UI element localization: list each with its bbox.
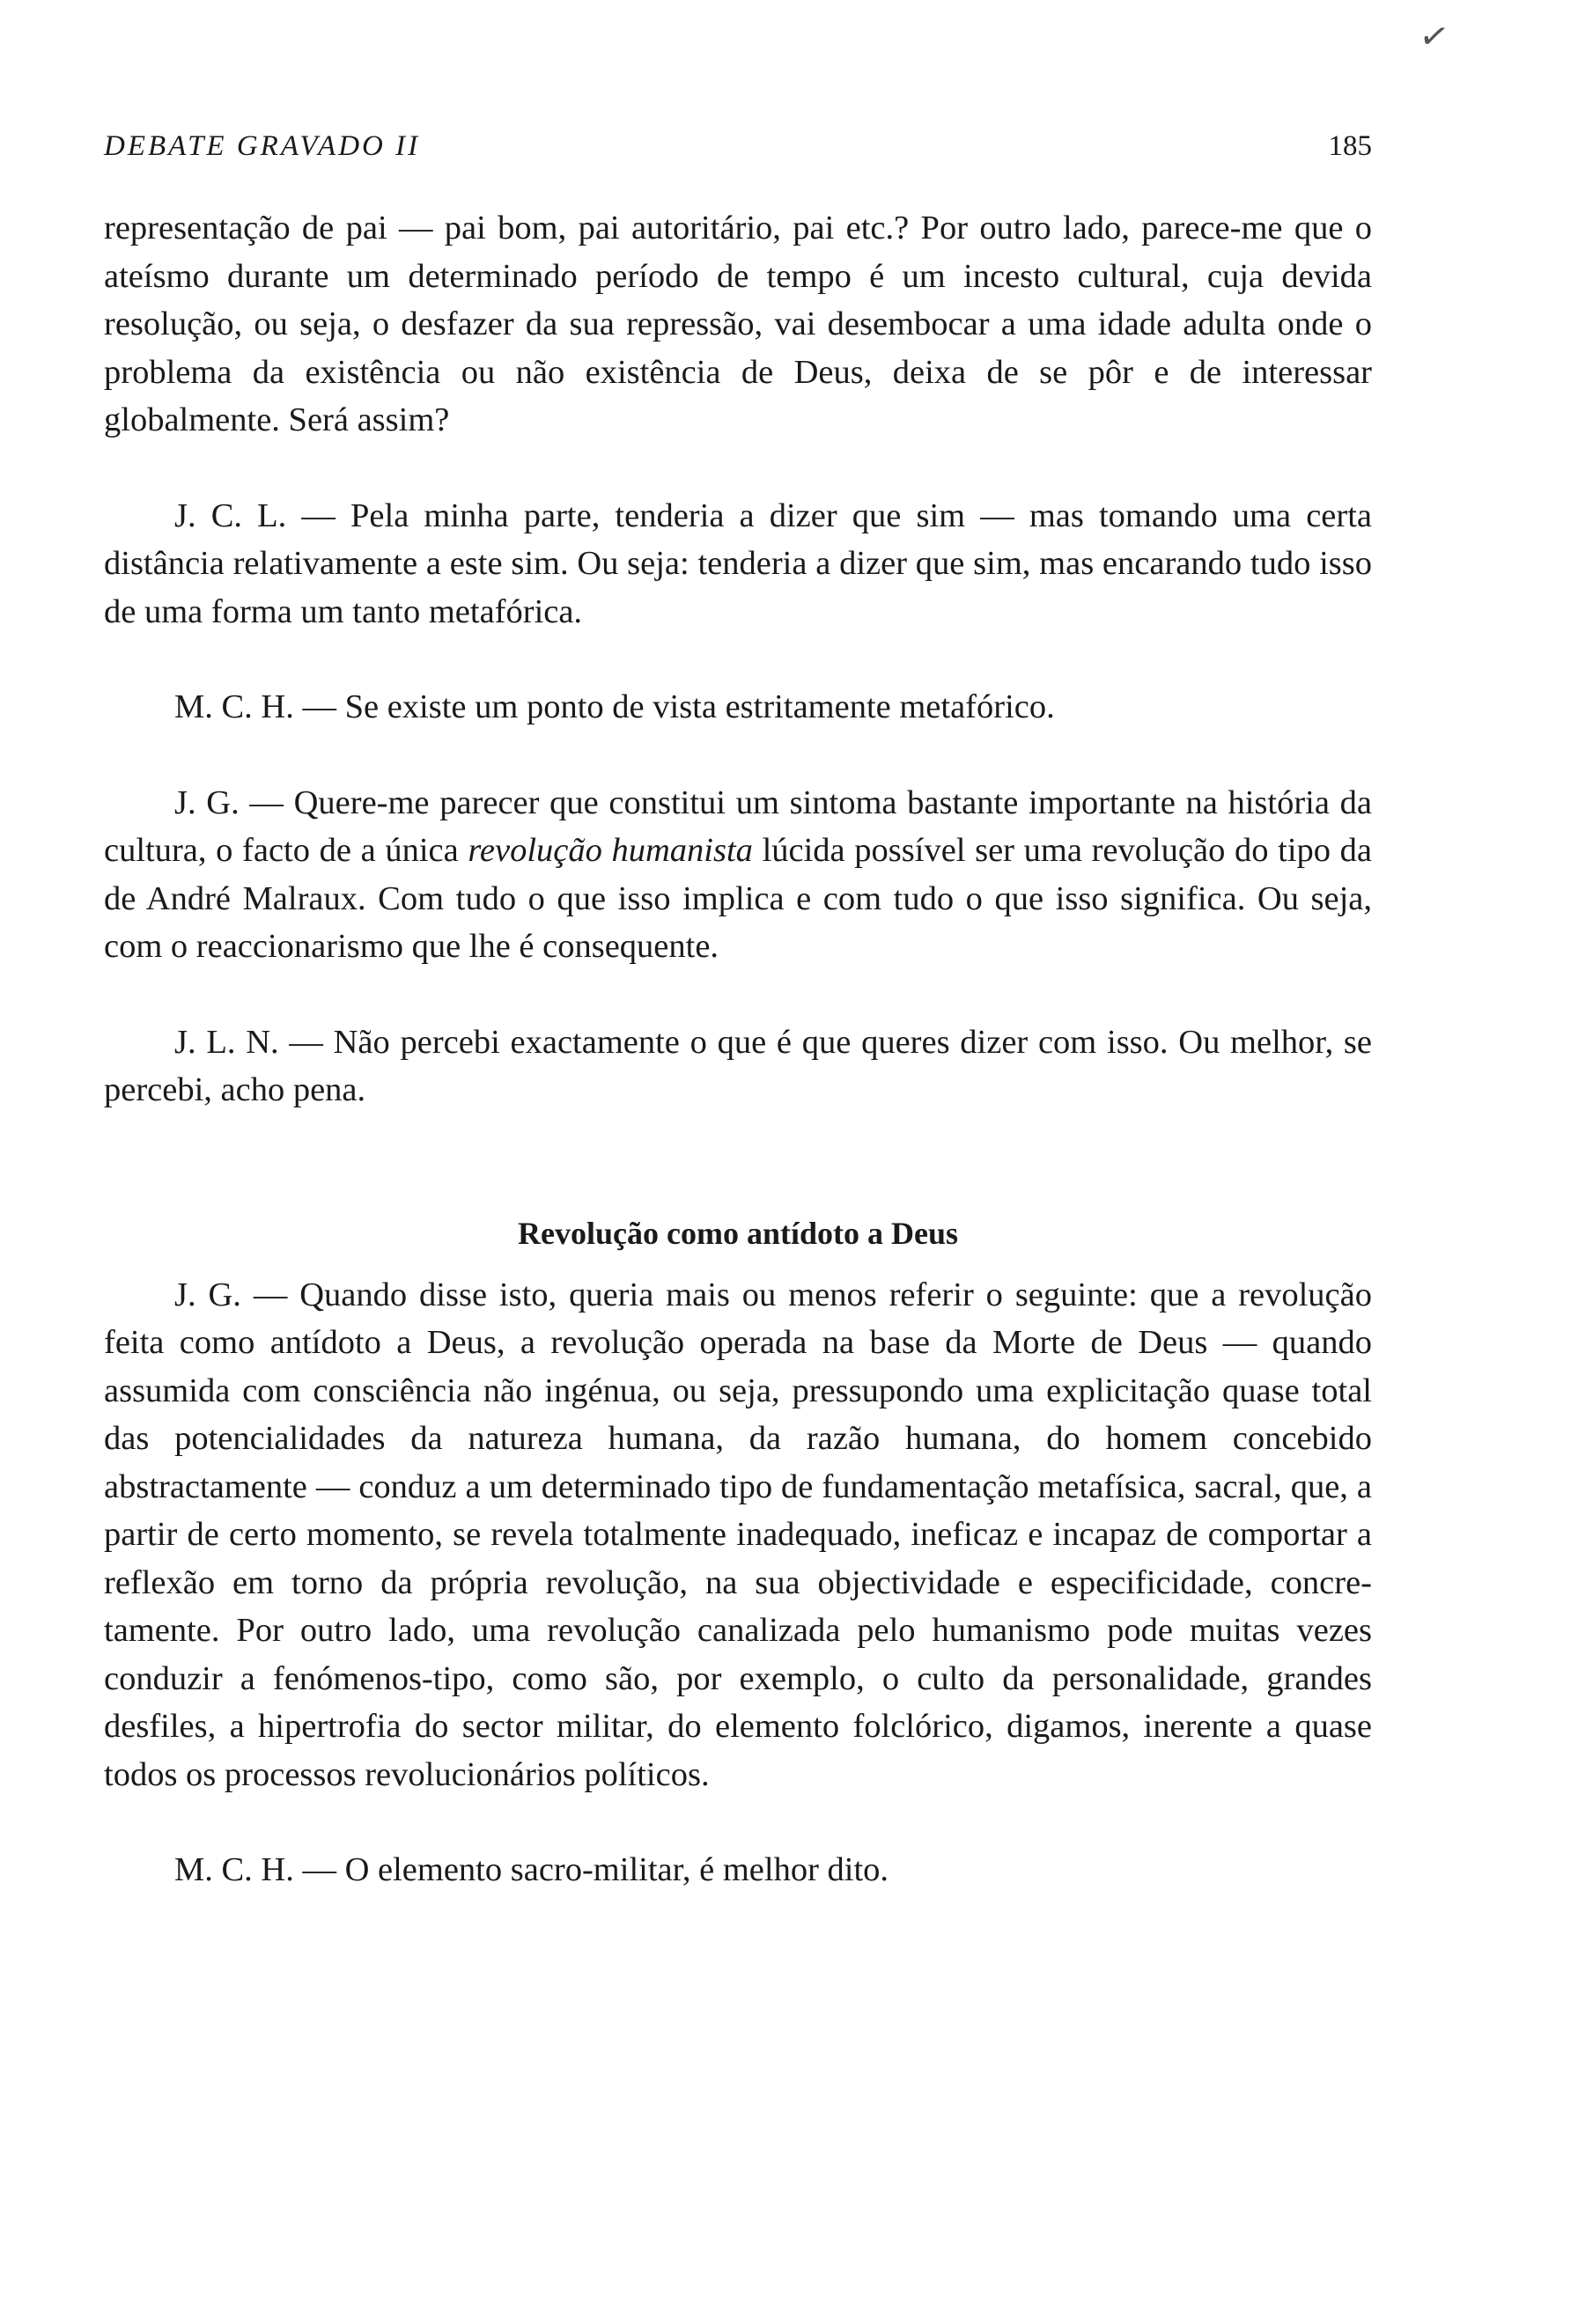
body-text <box>104 204 1372 1894</box>
speaker-initials: J. C. L. <box>174 496 287 534</box>
paragraph-text: — Quando disse isto, queria mais ou menos referir o seguinte: que a revolução feita como antídoto a Deus, a revolução operada na base da Morte de Deus — quando assumida com consciência não ingénua, ou seja, pressupondo uma explicitação quase total das potencialidades da natureza humana, da razão humana, do homem concebido abstractamente — conduz a um determinado tipo de fundamentação metafísica, sacral, que, a partir de certo momento, se revela totalmente inadequado, ineficaz e incapaz de comportar a reflexão em torno da própria revolução, na sua objectividade e especificidade, concretamente. Por outro lado, uma revolução canalizada pelo humanismo pode muitas vezes conduzir a fenómenos-tipo, como são, por exemplo, o culto da personalidade, grandes desfiles, a hipertrofia do sector militar, do elemento folclórico, digamos, inerente a quase todos os processos revolucionários políticos. <box>104 1276 1372 1793</box>
section-heading: Revolução como antídoto a Deus <box>518 1215 958 1251</box>
dialogue-paragraph-jg <box>104 779 1372 971</box>
paragraph-continuation <box>104 204 1372 445</box>
dialogue-paragraph-jln <box>104 1019 1372 1114</box>
pencil-check-mark: ✓ <box>1416 14 1453 59</box>
dialogue-paragraph-mch <box>104 1846 1372 1894</box>
dialogue-paragraph-mch <box>104 683 1372 732</box>
paragraph-text: — Se existe um ponto de vista estritamente metafórico. <box>293 688 1055 725</box>
dialogue-paragraph-jcl <box>104 492 1372 636</box>
paragraph-text: representação de pai — pai bom, pai autoritário, pai etc.? Por outro lado, parece-me que o ateísmo durante um determinado período de tempo é um incesto cultural, cuja devida resolução, ou seja, o desfazer da sua repressão, vai desembocar a uma idade adulta onde o problema da existência ou não existência de Deus, deixa de se pôr e de interessar globalmente. Será assim? <box>104 210 1372 438</box>
dialogue-paragraph-jg <box>104 1271 1372 1799</box>
running-title: DEBATE GRAVADO II <box>104 130 421 162</box>
speaker-initials: J. G. <box>174 783 240 821</box>
speaker-initials: M. C. H. <box>174 688 294 725</box>
paragraph-text: lúcida possível ser uma revolução do tipo da de André Malraux. Com tudo o que isso implica e com tudo o que isso significa. Ou seja, com o reaccionarismo que lhe é consequente. <box>104 832 1372 965</box>
page-number: 185 <box>1328 130 1372 162</box>
paragraph-text: — Pela minha parte, tenderia a dizer que sim — mas tomando uma certa distância relativamente a este sim. Ou seja: tenderia a dizer que sim, mas encarando tudo isso de uma forma um tanto metafórica. <box>104 496 1372 630</box>
paragraph-text: — O elemento sacro-militar, é melhor dito. <box>293 1851 889 1888</box>
paragraph-text: — Quere-me parecer que constitui um sintoma bastante importante na história da cultura, o facto de a única <box>104 783 1372 869</box>
speaker-initials: M. C. H. <box>174 1851 294 1888</box>
paragraph-text: — Não percebi exactamente o que é que queres dizer com isso. Ou melhor, se percebi, acho pena. <box>104 1023 1372 1108</box>
speaker-initials: J. L. N. <box>174 1023 279 1061</box>
italic-phrase: revolução humanista <box>468 832 753 869</box>
running-head <box>104 130 1372 173</box>
speaker-initials: J. G. <box>174 1276 241 1313</box>
